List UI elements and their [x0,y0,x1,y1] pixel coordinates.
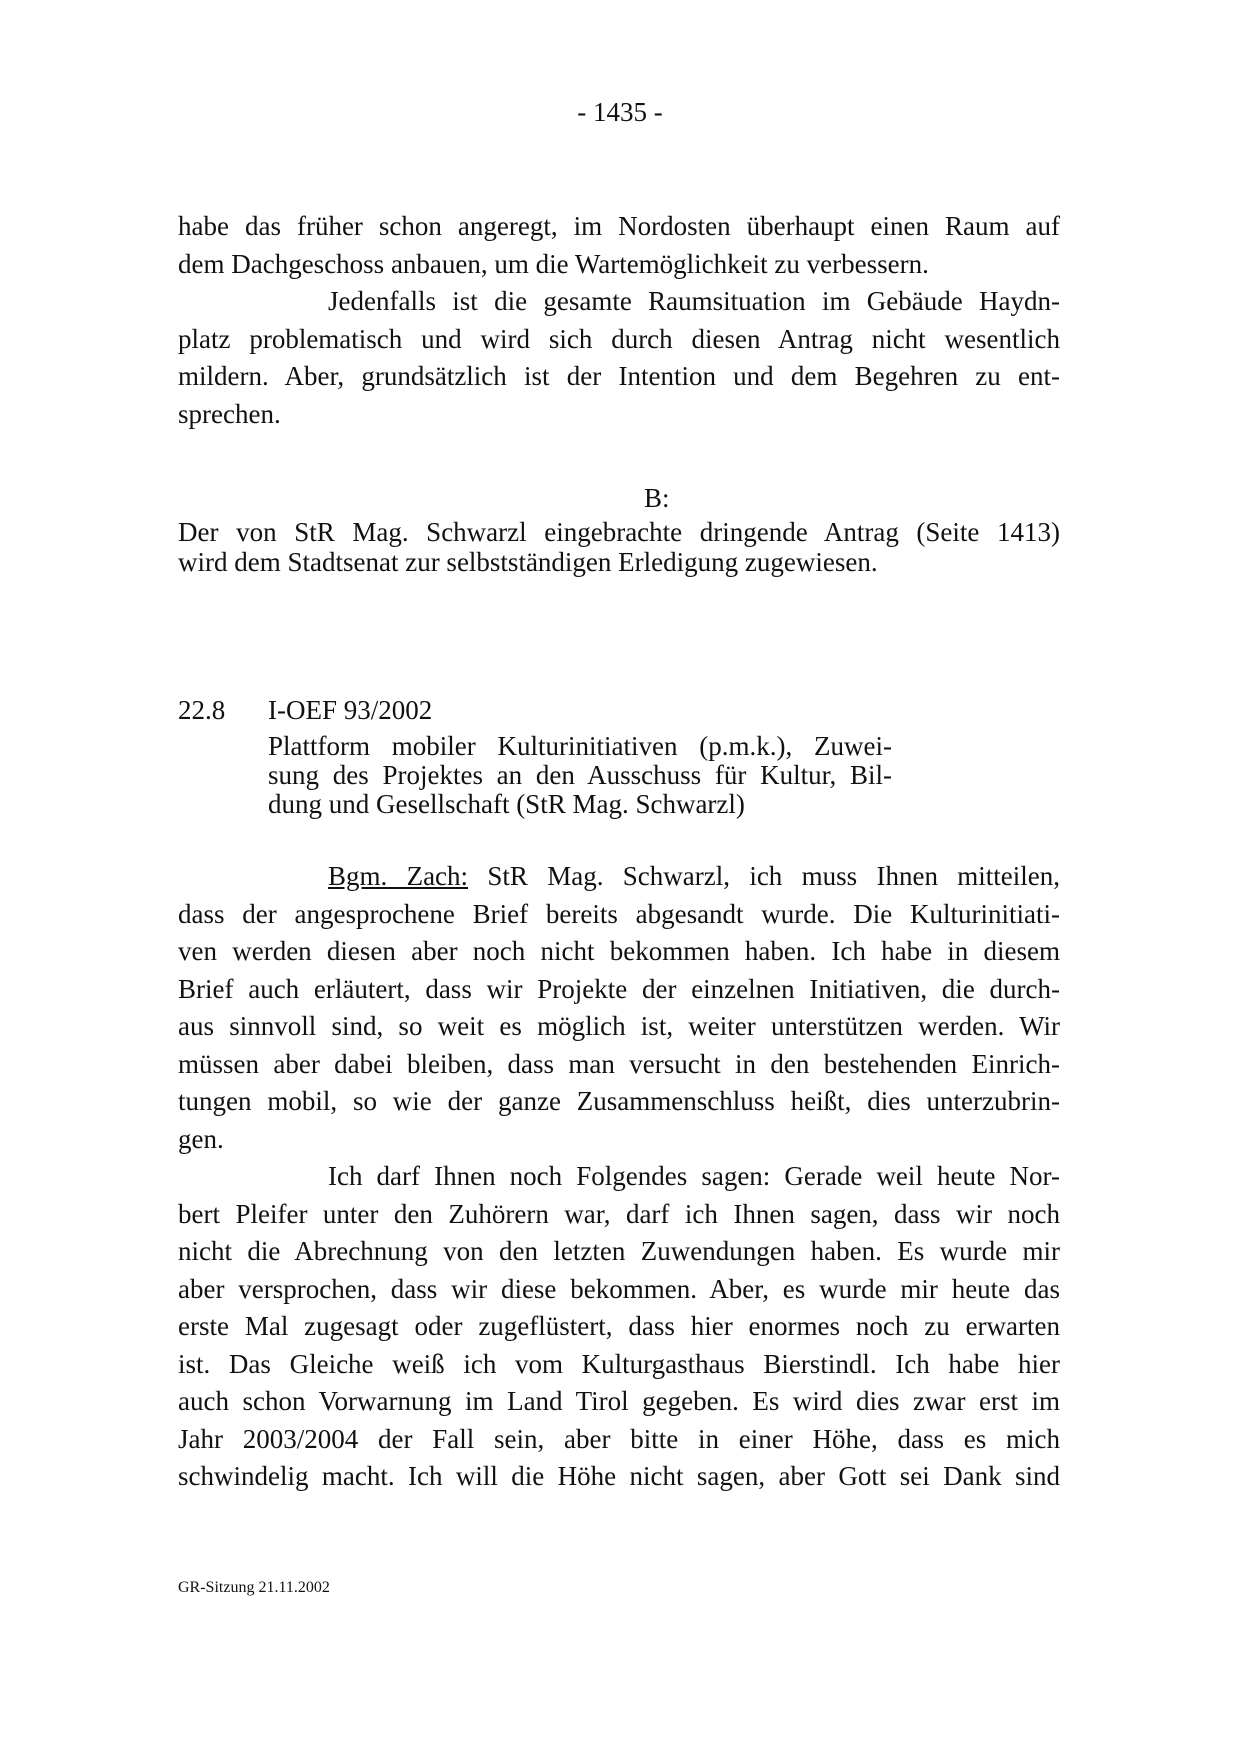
text-line: tungen mobil, so wie der ganze Zusammenschluss heißt, dies unterzubrin- [178,1086,1060,1116]
text-line: aus sinnvoll sind, so weit es möglich ist, weiter unterstützen werden. Wir [178,1011,1060,1041]
text-line: habe das früher schon angeregt, im Nordosten überhaupt einen Raum auf [178,211,1060,241]
agenda-item-title [268,732,892,819]
text-fragment: StR Mag. Schwarzl, ich muss Ihnen mitteilen, [487,861,1060,891]
text-line: aber versprochen, dass wir diese bekommen. Aber, es wurde mir heute das [178,1273,1060,1304]
text-line: auch schon Vorwarnung im Land Tirol gegeben. Es wird dies zwar erst im [178,1386,1060,1416]
text-line: gen. [178,1123,224,1154]
text-line: wird dem Stadtsenat zur selbstständigen Erledigung zugewiesen. [178,547,878,577]
speaker-name: Bgm. Zach: [328,861,469,891]
text-line: Jedenfalls ist die gesamte Raumsituation im Gebäude Haydn- [328,286,1060,316]
text-line: bert Pleifer unter den Zuhörern war, darf ich Ihnen sagen, dass wir noch [178,1198,1060,1229]
paragraph-bgm-zach-statement [178,858,1060,1158]
text-line: platz problematisch und wird sich durch diesen Antrag nicht wesentlich [178,323,1060,354]
agenda-item-number: 22.8 [178,695,226,725]
text-line: dass der angesprochene Brief bereits abgesandt wurde. Die Kulturinitiati- [178,898,1060,929]
text-line: dung und Gesellschaft (StR Mag. Schwarzl) [268,789,745,819]
text-line: Ich darf Ihnen noch Folgendes sagen: Gerade weil heute Nor- [328,1161,1060,1191]
text-line: sprechen. [178,398,281,429]
paragraph-abrechnung [178,1158,1060,1496]
text-line: mildern. Aber, grundsätzlich ist der Intention und dem Begehren zu ent- [178,361,1060,391]
text-line: ven werden diesen aber noch nicht bekommen haben. Ich habe in diesem [178,936,1060,966]
text-line: müssen aber dabei bleiben, dass man versucht in den bestehenden Einrich- [178,1048,1060,1079]
paragraph-continuation [178,208,1060,283]
text-line: schwindelig macht. Ich will die Höhe nicht sagen, aber Gott sei Dank sind [178,1461,1060,1491]
agenda-item-code: I-OEF 93/2002 [268,695,433,725]
decision-text [178,517,1060,577]
footer-session-date: GR-Sitzung 21.11.2002 [178,1579,330,1596]
text-line: nicht die Abrechnung von den letzten Zuwendungen haben. Es wurde mir [178,1236,1060,1266]
decision-label: B: [644,483,670,513]
text-line: ist. Das Gleiche weiß ich vom Kulturgasthaus Bierstindl. Ich habe hier [178,1348,1060,1379]
text-line: Brief auch erläutert, dass wir Projekte der einzelnen Initiativen, die durch- [178,973,1060,1004]
text-line: sung des Projektes an den Ausschuss für Kultur, Bil- [268,760,892,790]
text-line: dem Dachgeschoss anbauen, um die Wartemöglichkeit zu verbessern. [178,248,929,279]
page-number: - 1435 - [577,97,663,127]
text-line [178,858,1060,896]
text-line: Jahr 2003/2004 der Fall sein, aber bitte in einer Höhe, dass es mich [178,1423,1060,1454]
text-line: Der von StR Mag. Schwarzl eingebrachte dringende Antrag (Seite 1413) [178,517,1060,547]
paragraph-raumsituation [178,283,1060,433]
text-line: erste Mal zugesagt oder zugeflüstert, dass hier enormes noch zu erwarten [178,1311,1060,1341]
text-line: Plattform mobiler Kulturinitiativen (p.m.k.), Zuwei- [268,731,892,761]
